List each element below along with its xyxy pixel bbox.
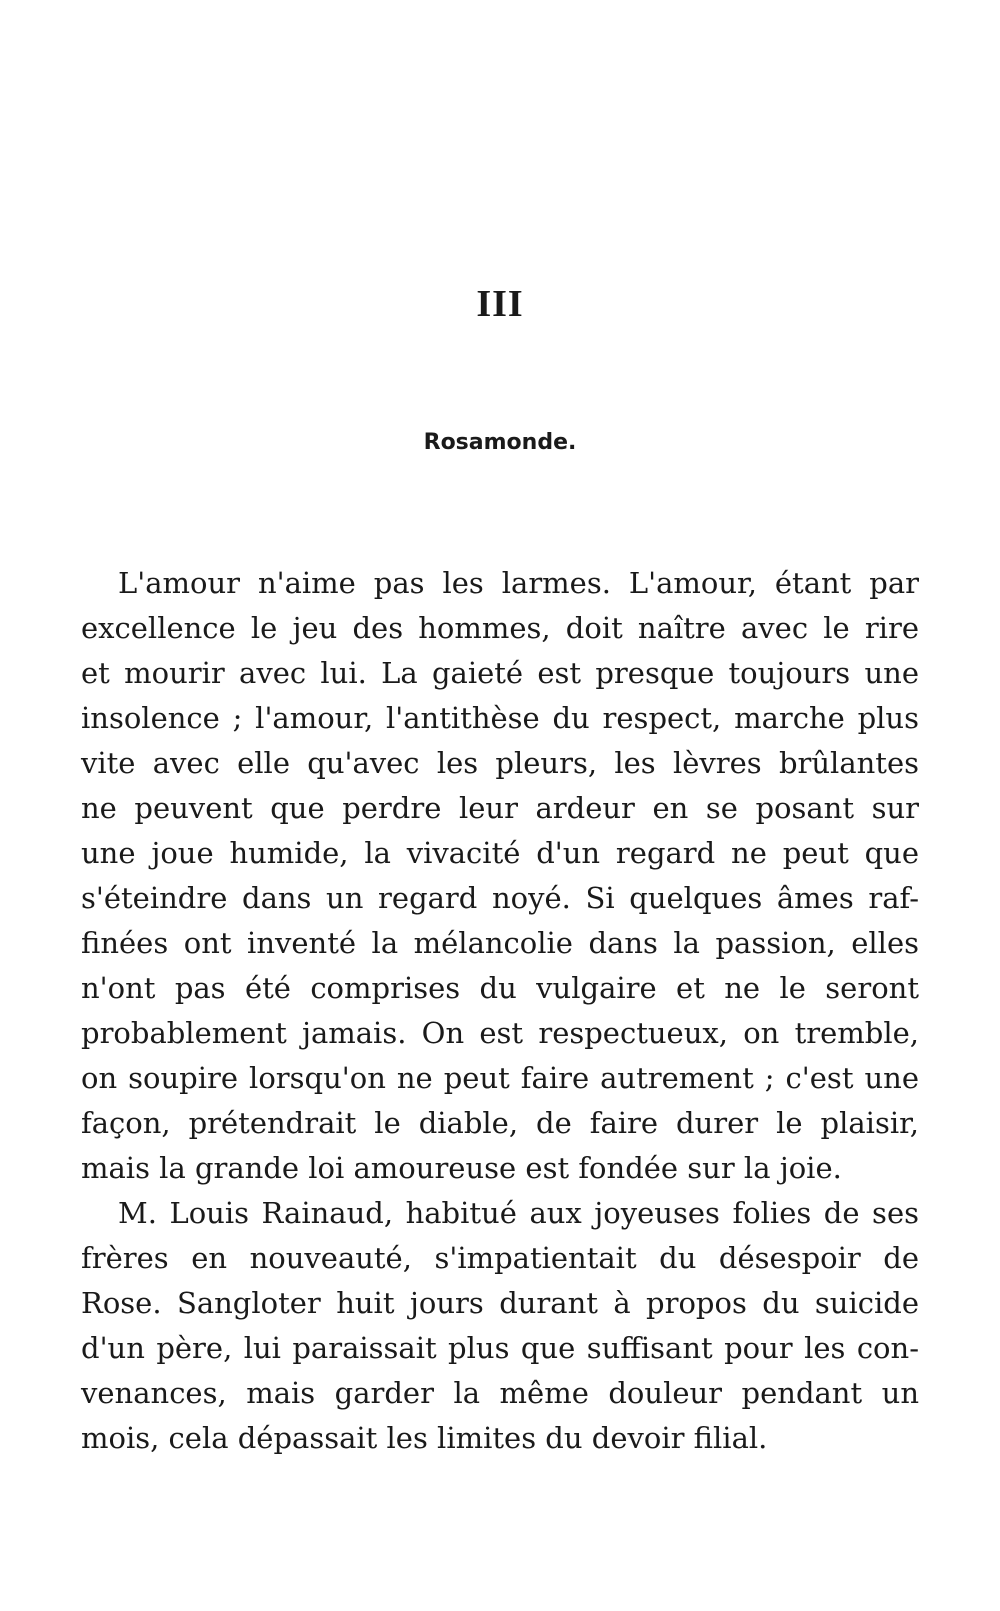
text-line: probablement jamais. On est respectueux, on tremble, <box>81 1016 919 1050</box>
text-line: on soupire lorsqu'on ne peut faire autrement ; c'est une <box>81 1061 919 1095</box>
text-line: et mourir avec lui. La gaieté est presque toujours une <box>81 656 919 690</box>
text-line: une joue humide, la vivacité d'un regard ne peut que <box>81 836 919 870</box>
text-line: s'éteindre dans un regard noyé. Si quelques âmes raf- <box>81 881 919 915</box>
text-line: finées ont inventé la mélancolie dans la passion, elles <box>81 926 919 960</box>
text-line: ne peuvent que perdre leur ardeur en se posant sur <box>81 791 919 825</box>
chapter-title: Rosamonde. <box>423 430 577 455</box>
text-line: façon, prétendrait le diable, de faire durer le plaisir, <box>81 1106 919 1140</box>
text-line: d'un père, lui paraissait plus que suffisant pour les con- <box>81 1331 919 1365</box>
text-line: Rose. Sangloter huit jours durant à propos du suicide <box>81 1286 919 1320</box>
text-line: n'ont pas été comprises du vulgaire et ne le seront <box>81 971 919 1005</box>
text-line: mois, cela dépassait les limites du devoir filial. <box>81 1421 768 1455</box>
text-line: insolence ; l'amour, l'antithèse du respect, marche plus <box>81 701 919 735</box>
text-line: L'amour n'aime pas les larmes. L'amour, étant par <box>118 566 919 600</box>
text-line: M. Louis Rainaud, habitué aux joyeuses folies de ses <box>118 1196 919 1230</box>
chapter-body <box>81 561 919 1461</box>
text-line: mais la grande loi amoureuse est fondée sur la joie. <box>81 1151 842 1185</box>
text-line: vite avec elle qu'avec les pleurs, les lèvres brûlantes <box>81 746 919 780</box>
chapter-number: III <box>476 283 524 325</box>
text-line: excellence le jeu des hommes, doit naître avec le rire <box>81 611 919 645</box>
text-line: venances, mais garder la même douleur pendant un <box>81 1376 919 1410</box>
text-line: frères en nouveauté, s'impatientait du désespoir de <box>81 1241 919 1275</box>
